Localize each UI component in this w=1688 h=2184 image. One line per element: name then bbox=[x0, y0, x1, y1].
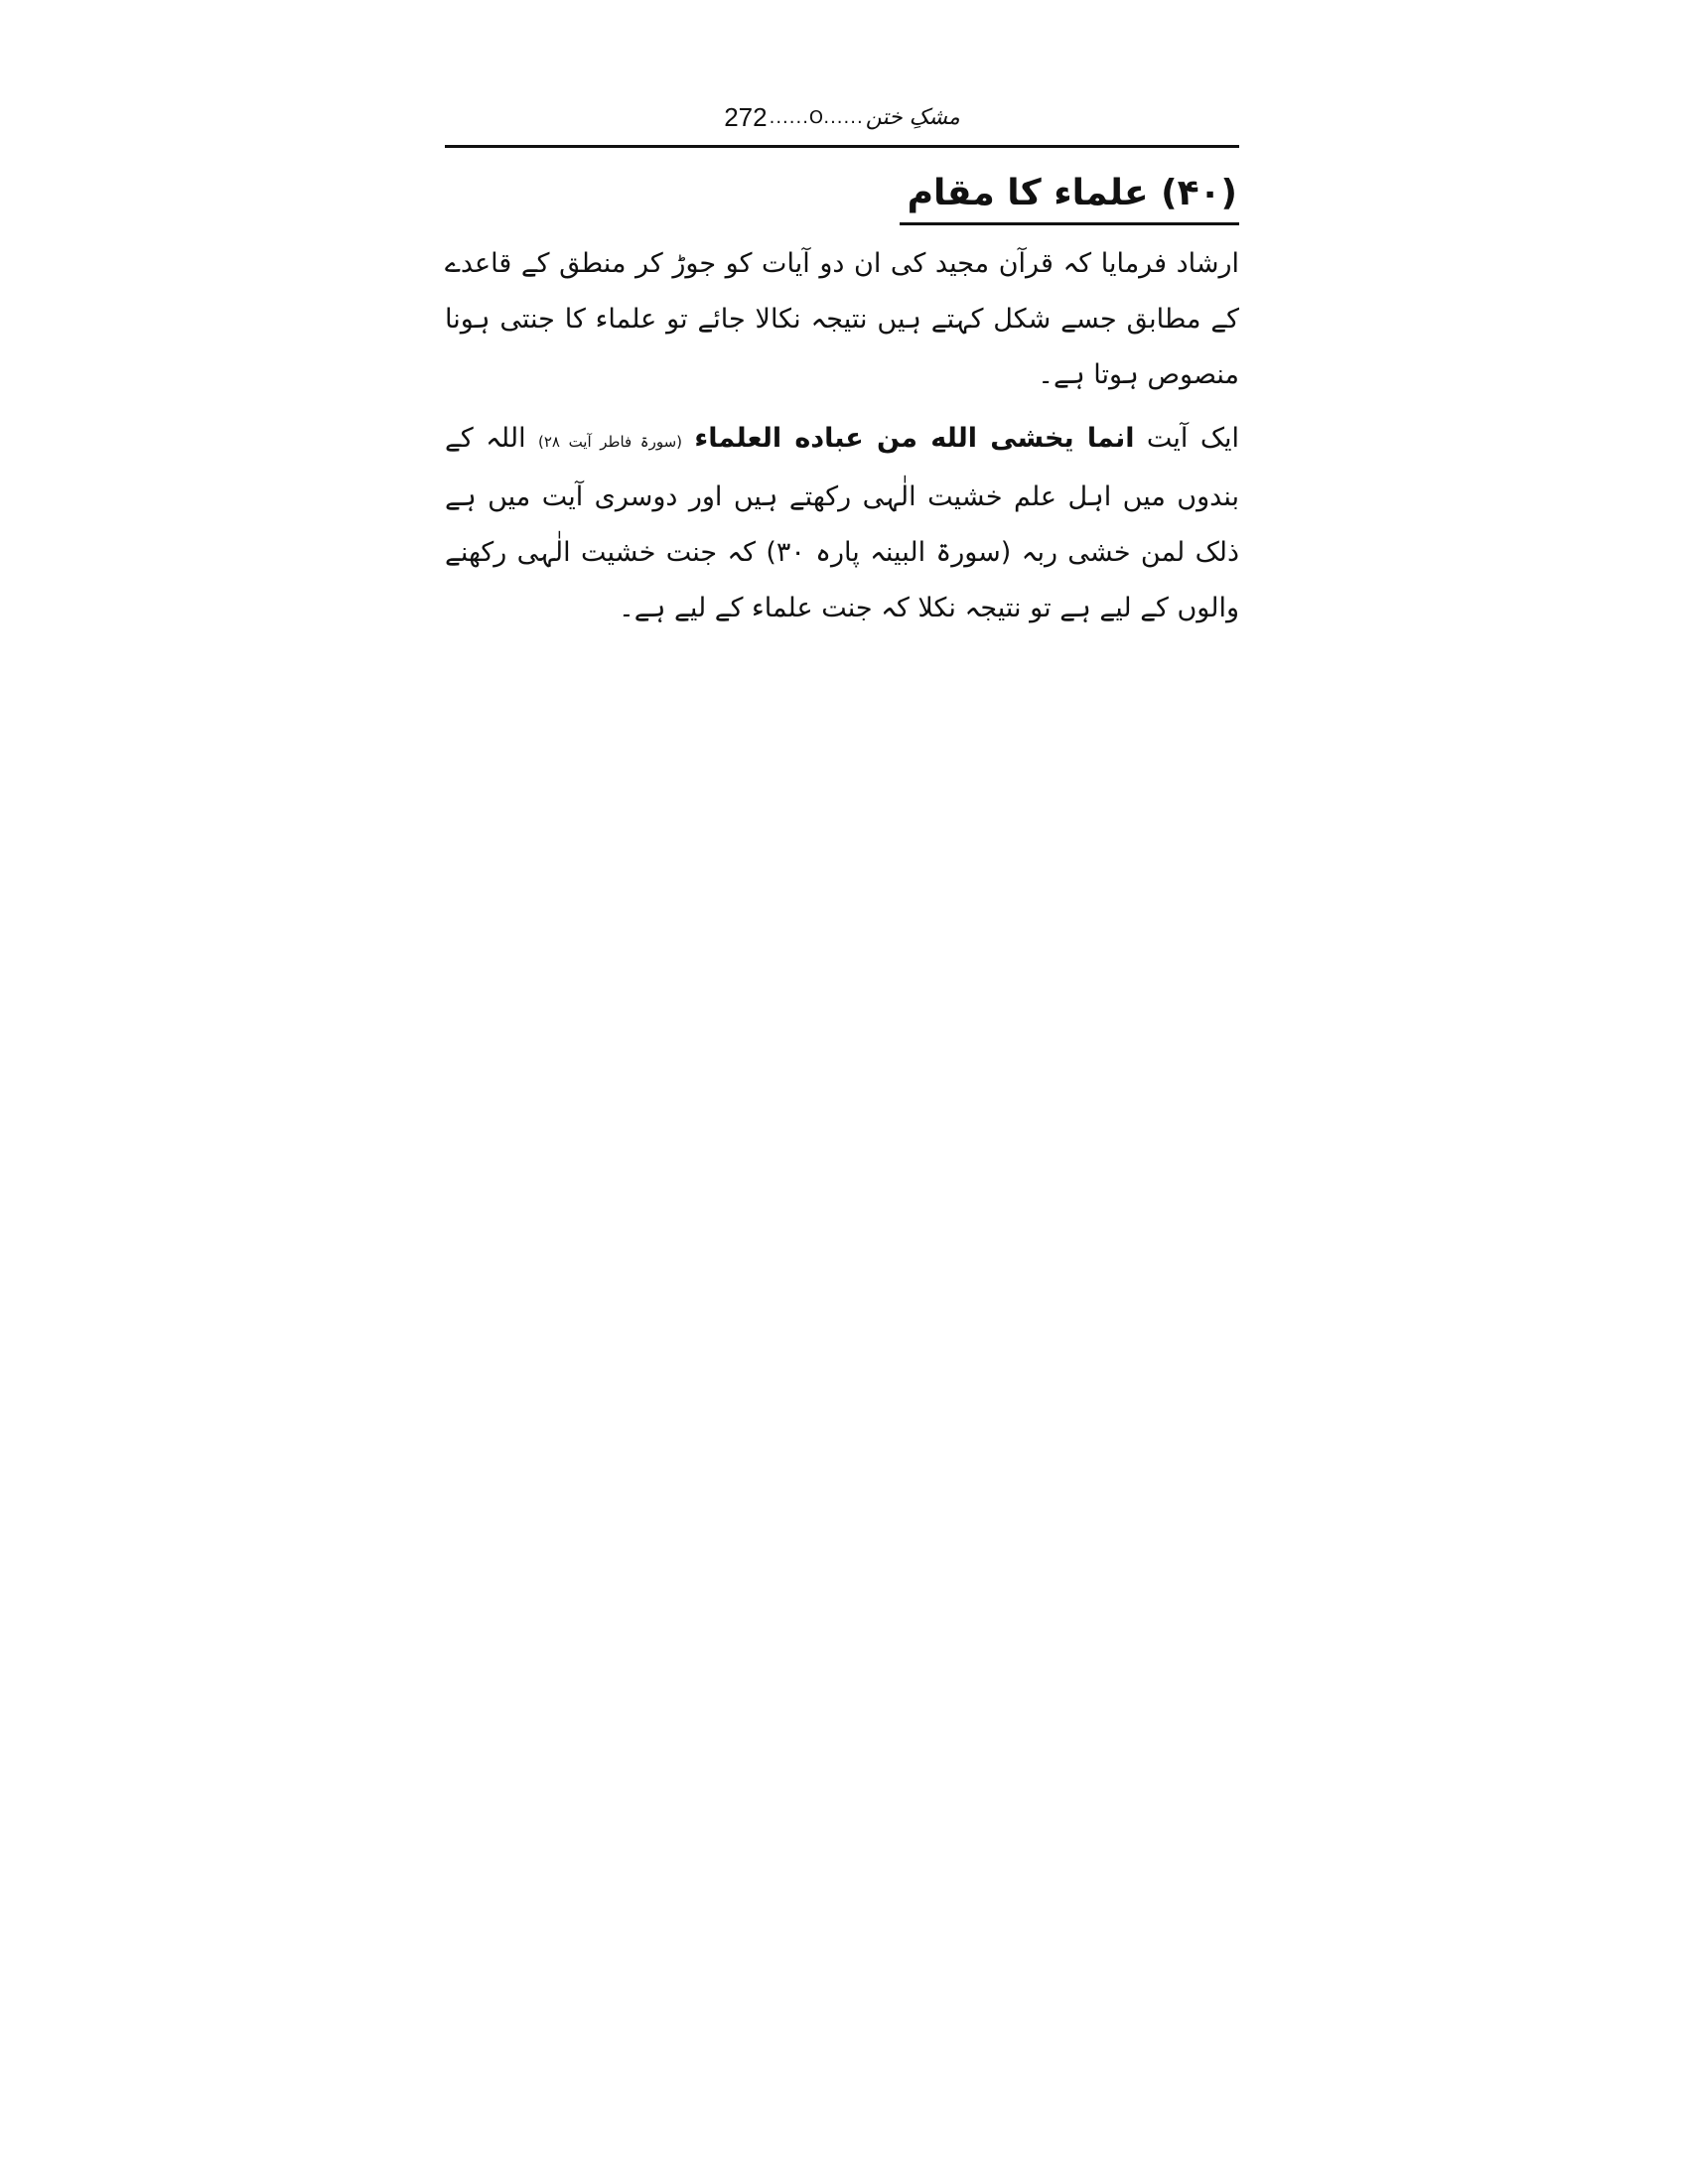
paragraph-1: ارشاد فرمایا کہ قرآن مجید کی ان دو آیات کو جوڑ کر منطق کے قاعدے کے مطابق جسے شکل کہتے ہیں نتیجہ نکالا جائے تو علماء کا جنتی ہونا منصوص ہوتا ہے۔ bbox=[445, 248, 1239, 390]
quranic-quote: انما یخشی الله من عباده العلماء bbox=[694, 423, 1135, 454]
paragraph-2-intro: ایک آیت bbox=[1146, 423, 1240, 454]
page-number: 272 bbox=[724, 101, 768, 132]
header-rule bbox=[445, 145, 1239, 148]
surah-reference: (سورۃ فاطر آیت ۲۸) bbox=[538, 433, 682, 451]
section-heading: (۴۰) علماء کا مقام bbox=[900, 167, 1239, 225]
paragraph-2-rest: اللہ کے بندوں میں اہل علم خشیت الٰہی رکھتے ہیں اور دوسری آیت میں ہے ذلک لمن خشی ربہ (سورۃ البینہ پارہ ۳۰) کہ جنت خشیت الٰہی رکھنے والوں کے لیے ہے تو نتیجہ نکلا کہ جنت علماء کے لیے ہے۔ bbox=[445, 423, 1239, 623]
running-header bbox=[445, 97, 1239, 137]
paragraph-2 bbox=[445, 411, 1239, 636]
body-text bbox=[445, 236, 1239, 644]
book-title: مشکِ ختن bbox=[865, 104, 960, 130]
section-heading-wrapper bbox=[900, 167, 1239, 225]
header-separator: ......O...... bbox=[769, 106, 864, 128]
